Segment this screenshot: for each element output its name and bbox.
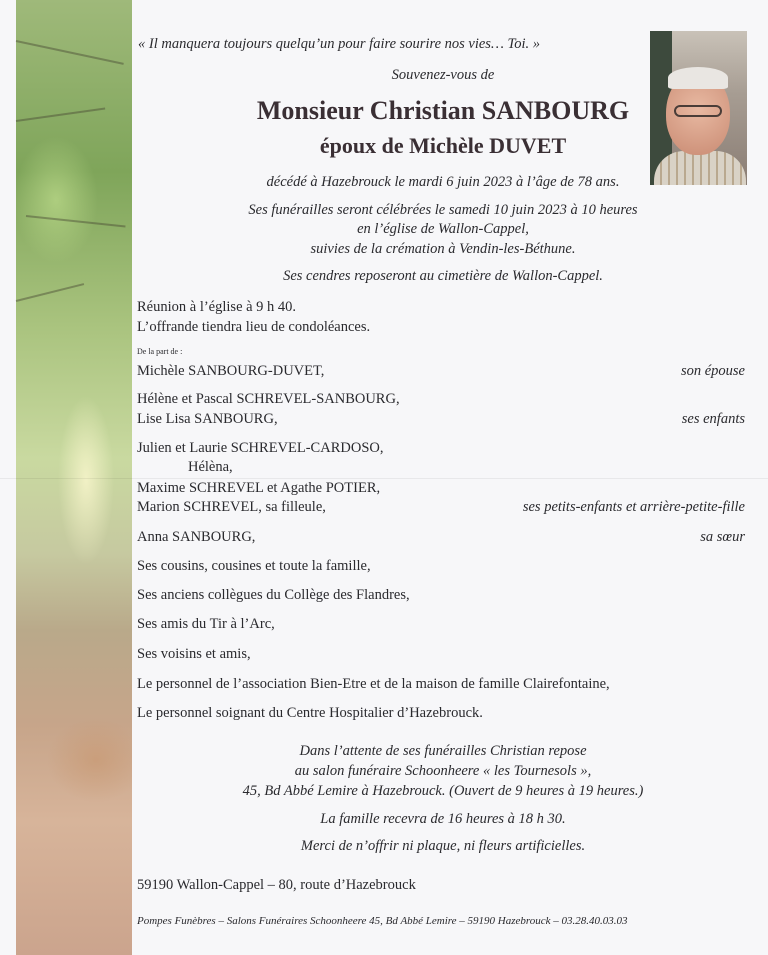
meeting-line-2: L’offrande tiendra lieu de condoléances. [137, 319, 371, 335]
spouse-line: époux de Michèle DUVET [319, 133, 567, 158]
family-line: Ses cousins, cousines et toute la famille, [137, 558, 371, 574]
funeral-line-2: en l’église de Wallon-Cappel, [357, 221, 529, 237]
family-relation: ses enfants [681, 411, 745, 427]
funeral-line-1: Ses funérailles seront célébrées le samedi 10 juin 2023 à 10 heures [248, 202, 638, 218]
family-line: Hélène et Pascal SCHREVEL-SANBOURG, [137, 391, 400, 407]
repose-line-1: Dans l’attente de ses funérailles Christian repose [299, 743, 587, 759]
no-flowers: Merci de n’offrir ni plaque, ni fleurs artificielles. [300, 838, 586, 854]
family-line: Ses amis du Tir à l’Arc, [137, 616, 275, 632]
funeral-line-3: suivies de la crémation à Vendin-les-Béthune. [310, 241, 576, 257]
family-line: Julien et Laurie SCHREVEL-CARDOSO, [137, 440, 384, 456]
family-line: Anna SANBOURG, [137, 529, 256, 545]
family-relation: sa sœur [700, 529, 745, 545]
family-line: Marion SCHREVEL, sa filleule, [137, 499, 326, 515]
family-line: Lise Lisa SANBOURG, [137, 411, 278, 427]
ashes-line: Ses cendres reposeront au cimetière de Wallon-Cappel. [283, 268, 603, 284]
family-line: Michèle SANBOURG-DUVET, [137, 363, 325, 379]
from-label: De la part de : [137, 347, 183, 356]
deceased-name: Monsieur Christian SANBOURG [256, 96, 630, 125]
family-address: 59190 Wallon-Cappel – 80, route d’Hazebrouck [137, 877, 416, 893]
repose-line-3: 45, Bd Abbé Lemire à Hazebrouck. (Ouvert de 9 heures à 19 heures.) [242, 783, 644, 799]
family-line: Le personnel de l’association Bien-Etre et de la maison de famille Clairefontaine, [137, 676, 610, 692]
family-relation: son épouse [680, 363, 745, 379]
family-line: Le personnel soignant du Centre Hospitalier d’Hazebrouck. [137, 705, 483, 721]
family-line: Ses voisins et amis, [137, 646, 251, 662]
funeral-home-footer: Pompes Funèbres – Salons Funéraires Schoonheere 45, Bd Abbé Lemire – 59190 Hazebrouck – 03.28.40.03.03 [137, 915, 628, 927]
family-line: Maxime SCHREVEL et Agathe POTIER, [137, 480, 381, 496]
quote: « Il manquera toujours quelqu’un pour faire sourire nos vies… Toi. » [138, 36, 540, 52]
repose-line-2: au salon funéraire Schoonheere « les Tournesols », [294, 763, 592, 779]
family-receives: La famille recevra de 16 heures à 18 h 30. [320, 811, 566, 827]
family-line: Ses anciens collègues du Collège des Flandres, [137, 587, 410, 603]
death-line: décédé à Hazebrouck le mardi 6 juin 2023 à l’âge de 78 ans. [266, 174, 620, 190]
family-relation: ses petits-enfants et arrière-petite-fille [522, 499, 745, 515]
meeting-line-1: Réunion à l’église à 9 h 40. [137, 299, 297, 315]
family-line: Hélèna, [188, 459, 233, 475]
fold-line [0, 478, 768, 479]
remember-heading: Souvenez-vous de [391, 67, 495, 83]
